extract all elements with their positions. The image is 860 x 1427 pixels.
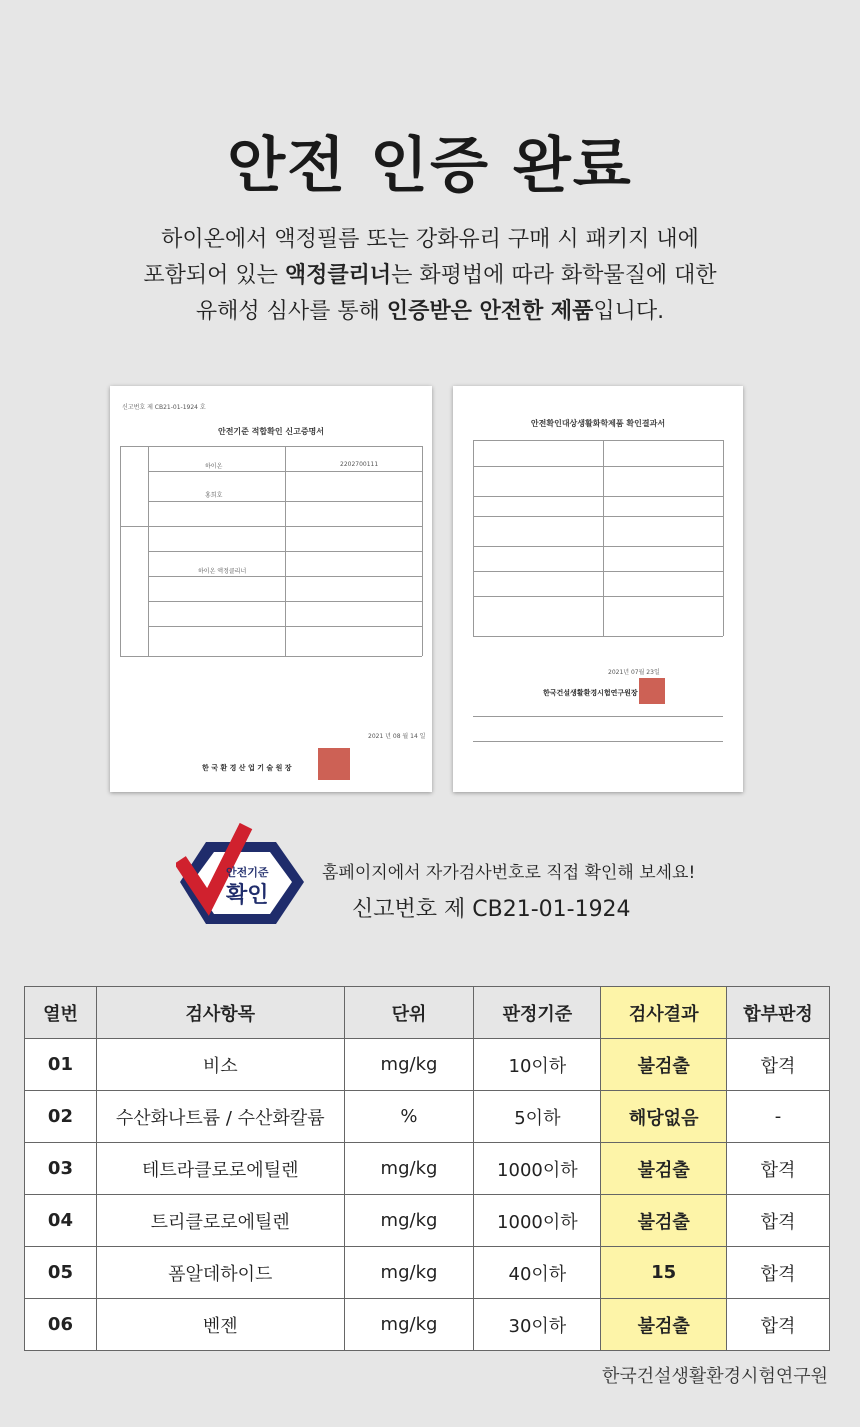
- test-results-table: [24, 986, 830, 1351]
- row-criterion: 1000이하: [474, 1143, 601, 1195]
- table-row: [25, 1039, 830, 1091]
- row-unit: mg/kg: [344, 1039, 474, 1091]
- row-criterion: 10이하: [474, 1039, 601, 1091]
- cert-reg-no: 2202700111: [340, 461, 379, 468]
- row-unit: mg/kg: [344, 1195, 474, 1247]
- cert-date: 2021 년 08 월 14 일: [368, 733, 426, 740]
- cert-ceo: 홍희호: [205, 492, 223, 499]
- row-unit: %: [344, 1091, 474, 1143]
- confirm-date: 2021년 07월 23일: [608, 669, 660, 676]
- table-row: [25, 1143, 830, 1195]
- intro-highlight-product: 액정클리너: [284, 263, 392, 288]
- table-row: [25, 1247, 830, 1299]
- row-criterion: 30이하: [474, 1299, 601, 1351]
- row-result: 불검출: [601, 1299, 727, 1351]
- row-result: 불검출: [601, 1195, 727, 1247]
- intro-line-2: 포함되어 있는 액정클리너는 화평법에 따라 화학물질에 대한: [143, 263, 717, 288]
- intro-highlight-certified: 인증받은 안전한 제품: [386, 299, 594, 324]
- row-unit: mg/kg: [344, 1247, 474, 1299]
- table-row: [25, 1195, 830, 1247]
- official-seal: [639, 678, 665, 704]
- table-row: [25, 1091, 830, 1143]
- row-criterion: 5이하: [474, 1091, 601, 1143]
- row-result: 15: [601, 1247, 727, 1299]
- confirmation-document: [453, 386, 743, 792]
- row-verdict: 합격: [727, 1299, 830, 1351]
- test-institution: 한국건설생활환경시험연구원: [601, 1366, 828, 1387]
- cert-company: 하이온: [205, 463, 223, 470]
- report-number: 신고번호 제 CB21-01-1924: [352, 897, 631, 922]
- row-verdict: 합격: [727, 1143, 830, 1195]
- row-verdict: 합격: [727, 1247, 830, 1299]
- row-item: 폼알데하이드: [96, 1247, 344, 1299]
- header-verdict: 합부판정: [727, 987, 830, 1039]
- cert-heading: 안전기준 적합확인 신고증명서: [217, 427, 325, 436]
- official-seal: [318, 748, 350, 780]
- row-item: 벤젠: [96, 1299, 344, 1351]
- row-item: 테트라클로로에틸렌: [96, 1143, 344, 1195]
- badge-main-text: 확인: [226, 883, 269, 908]
- row-unit: mg/kg: [344, 1299, 474, 1351]
- row-item: 비소: [96, 1039, 344, 1091]
- intro-text: [0, 222, 860, 330]
- header-criterion: 판정기준: [474, 987, 601, 1039]
- cert-product: 하이온 액정클리너: [198, 568, 247, 575]
- badge-top-text: 안전기준: [226, 866, 269, 879]
- confirm-issuer: 한국건설생활환경시험연구원장: [543, 689, 638, 697]
- row-no: 06: [25, 1299, 97, 1351]
- row-criterion: 40이하: [474, 1247, 601, 1299]
- intro-line-1: 하이온에서 액정필름 또는 강화유리 구매 시 패키지 내에: [161, 227, 699, 252]
- row-no: 01: [25, 1039, 97, 1091]
- cert-number: 신고번호 제 CB21-01-1924 호: [122, 404, 206, 411]
- row-no: 05: [25, 1247, 97, 1299]
- safety-verified-badge: [176, 822, 306, 932]
- row-result: 불검출: [601, 1143, 727, 1195]
- row-verdict: 합격: [727, 1195, 830, 1247]
- table-header-row: [25, 987, 830, 1039]
- certificate-document: [110, 386, 432, 792]
- row-verdict: 합격: [727, 1039, 830, 1091]
- header-item: 검사항목: [96, 987, 344, 1039]
- verify-instruction: 홈페이지에서 자가검사번호로 직접 확인해 보세요!: [322, 863, 696, 883]
- row-criterion: 1000이하: [474, 1195, 601, 1247]
- table-row: [25, 1299, 830, 1351]
- row-item: 트리클로로에틸렌: [96, 1195, 344, 1247]
- header-no: 열번: [25, 987, 97, 1039]
- row-no: 03: [25, 1143, 97, 1195]
- header-result: 검사결과: [601, 987, 727, 1039]
- row-result: 해당없음: [601, 1091, 727, 1143]
- intro-line-3: 유해성 심사를 통해 인증받은 안전한 제품입니다.: [195, 299, 665, 324]
- row-verdict: -: [727, 1091, 830, 1143]
- row-no: 04: [25, 1195, 97, 1247]
- page-title: 안전 인증 완료: [227, 131, 633, 201]
- row-result: 불검출: [601, 1039, 727, 1091]
- confirm-heading: 안전확인대상생활화학제품 확인결과서: [530, 419, 666, 428]
- header-unit: 단위: [344, 987, 474, 1039]
- row-item: 수산화나트륨 / 수산화칼륨: [96, 1091, 344, 1143]
- row-no: 02: [25, 1091, 97, 1143]
- row-unit: mg/kg: [344, 1143, 474, 1195]
- cert-issuer: 한 국 환 경 산 업 기 술 원 장: [202, 764, 292, 772]
